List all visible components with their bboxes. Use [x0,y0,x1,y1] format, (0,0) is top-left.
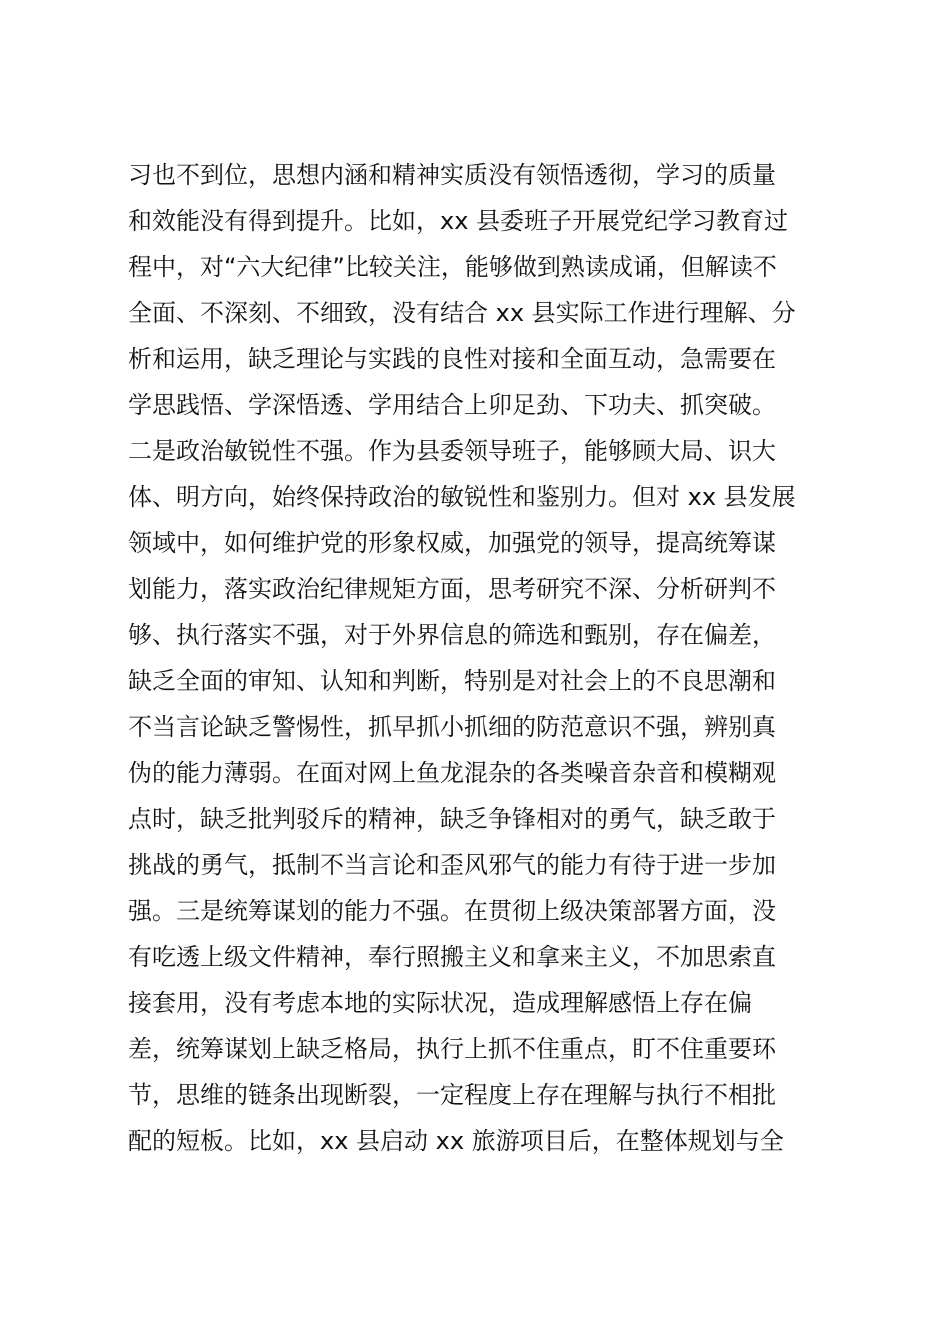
text-line: 全面、不深刻、不细致，没有结合 xx 县实际工作进行理解、分 [128,299,796,327]
text-line: 习也不到位，思想内涵和精神实质没有领悟透彻，学习的质量 [128,161,776,189]
text-line: 够、执行落实不强，对于外界信息的筛选和甄别，存在偏差， [128,621,776,649]
text-line: 二是政治敏锐性不强。作为县委领导班子，能够顾大局、识大 [128,437,776,465]
text-line: 领域中，如何维护党的形象权威，加强党的领导，提高统筹谋 [128,529,776,557]
text-line: 接套用，没有考虑本地的实际状况，造成理解感悟上存在偏 [128,989,752,1017]
text-line: 析和运用，缺乏理论与实践的良性对接和全面互动，急需要在 [128,345,776,373]
text-line: 划能力，落实政治纪律规矩方面，思考研究不深、分析研判不 [128,575,776,603]
text-line: 学思践悟、学深悟透、学用结合上卯足劲、下功夫、抓突破。 [128,391,776,419]
text-line: 节，思维的链条出现断裂，一定程度上存在理解与执行不相批 [128,1081,776,1109]
text-line: 点时，缺乏批判驳斥的精神，缺乏争锋相对的勇气，缺乏敢于 [128,805,776,833]
text-line: 挑战的勇气，抵制不当言论和歪风邪气的能力有待于进一步加 [128,851,776,879]
text-line: 不当言论缺乏警惕性，抓早抓小抓细的防范意识不强，辨别真 [128,713,776,741]
text-line: 缺乏全面的审知、认知和判断，特别是对社会上的不良思潮和 [128,667,776,695]
text-line: 有吃透上级文件精神，奉行照搬主义和拿来主义，不加思索直 [128,943,776,971]
text-line: 差，统筹谋划上缺乏格局，执行上抓不住重点，盯不住重要环 [128,1035,776,1063]
text-line: 程中，对“六大纪律”比较关注，能够做到熟读成诵，但解读不 [128,253,777,281]
text-line: 和效能没有得到提升。比如，xx 县委班子开展党纪学习教育过 [128,207,789,235]
body-text [128,152,828,1164]
text-line: 配的短板。比如，xx 县启动 xx 旅游项目后，在整体规划与全 [128,1127,784,1155]
text-line: 强。三是统筹谋划的能力不强。在贯彻上级决策部署方面，没 [128,897,776,925]
text-line: 体、明方向，始终保持政治的敏锐性和鉴别力。但对 xx 县发展 [128,483,796,511]
text-line: 伪的能力薄弱。在面对网上鱼龙混杂的各类噪音杂音和模糊观 [128,759,776,787]
